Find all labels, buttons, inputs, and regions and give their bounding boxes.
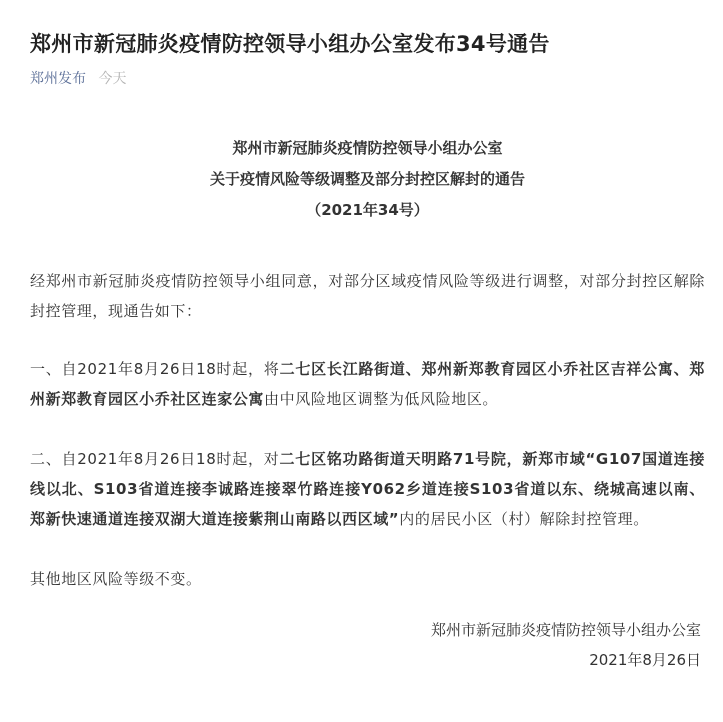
item-two-areas: 二七区铭功路街道天明路71号院，新郑市域“G107国道连接线以北、S103省道连接李诚路连接翠竹路连接Y062乡道连接S103省道以东、绕城高速以南、郑新快速通道连接双湖大道连接紫荆山南路以西区域”	[30, 450, 705, 528]
publish-date: 今天	[98, 71, 127, 87]
item-two-paragraph	[30, 444, 705, 534]
item-two-prefix: 二、自2021年8月26日18时起，对	[30, 450, 280, 468]
item-one-areas: 二七区长江路街道、郑州新郑教育园区小乔社区吉祥公寓、郑州新郑教育园区小乔社区连家公寓	[30, 360, 706, 408]
signature-issuer: 郑州市新冠肺炎疫情防控领导小组办公室	[430, 621, 701, 639]
closing-paragraph: 其他地区风险等级不变。	[30, 570, 202, 588]
intro-paragraph: 经郑州市新冠肺炎疫情防控领导小组同意，对部分区域疫情风险等级进行调整，对部分封控区解除封控管理，现通告如下：	[30, 272, 705, 320]
item-one-suffix: 由中风险地区调整为低风险地区。	[264, 390, 499, 408]
account-name-link[interactable]: 郑州发布	[30, 71, 86, 87]
signature-block	[30, 615, 705, 675]
article-meta	[30, 68, 705, 90]
notice-heading	[30, 133, 705, 226]
item-two-suffix: 内的居民小区（村）解除封控管理。	[399, 510, 649, 528]
notice-issuer: 郑州市新冠肺炎疫情防控领导小组办公室	[232, 139, 503, 157]
signature-date: 2021年8月26日	[589, 651, 701, 669]
notice-number: （2021年34号）	[306, 201, 429, 219]
notice-subject: 关于疫情风险等级调整及部分封控区解封的通告	[209, 170, 525, 188]
item-one-prefix: 一、自2021年8月26日18时起，将	[30, 360, 280, 378]
item-one-paragraph	[30, 354, 705, 414]
article-title: 郑州市新冠肺炎疫情防控领导小组办公室发布34号通告	[30, 32, 550, 56]
